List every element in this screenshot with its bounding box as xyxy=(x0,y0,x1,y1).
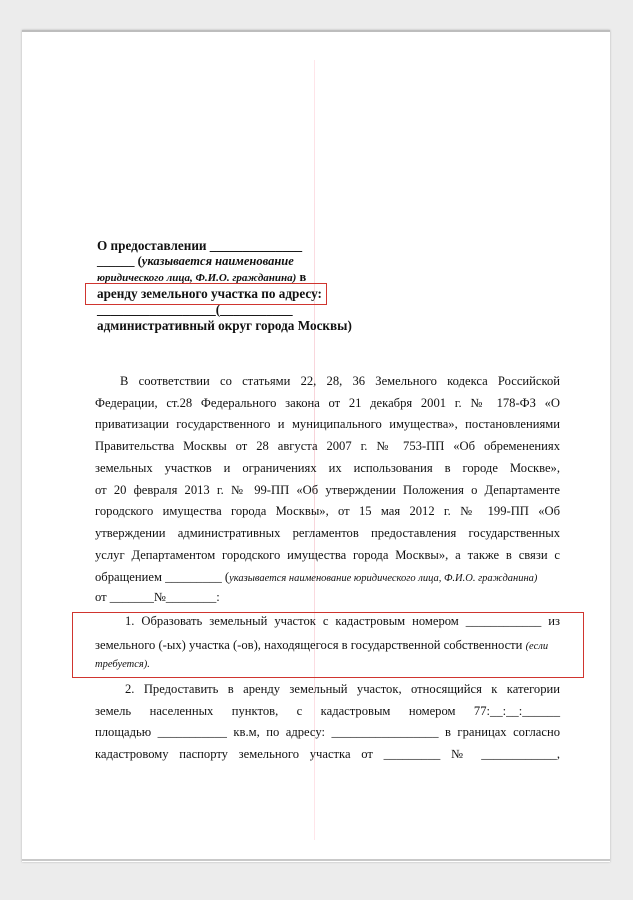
highlight-box-item-1 xyxy=(72,612,584,678)
heading-line-1: О предоставлении ______________ xyxy=(97,238,303,253)
paragraph-line: Правительства Москвы от 28 августа 2007 г. № 753-ПП «Об обременениях xyxy=(95,439,560,453)
appeal-italic-note: указывается наименование юридического лица, Ф.И.О. гражданина) xyxy=(229,573,538,584)
heading-line-2 xyxy=(97,254,294,269)
heading-line-6: административный округ города Москвы) xyxy=(97,318,352,333)
paragraph-line: утверждении административных регламентов предоставления государственных xyxy=(95,526,560,540)
heading-italic-note-2: юридического лица, Ф.И.О. гражданина) xyxy=(97,272,297,284)
paragraph-line: от 20 февраля 2013 г. № 99-ПП «Об утверждении Положения о Департаменте xyxy=(95,483,560,497)
heading-tail: в xyxy=(296,270,307,284)
paragraph-line: В соответствии со статьями 22, 28, 36 Земельного кодекса Российской xyxy=(120,374,560,388)
highlight-box-address xyxy=(85,283,327,305)
paragraph-line: Федерации, ст.28 Федерального закона от 21 декабря 2001 г. № 178-ФЗ «О xyxy=(95,396,560,410)
paragraph-line: городского имущества города Москвы», от 15 мая 2012 г. № 199-ПП «Об xyxy=(95,504,560,518)
paragraph-line-date: от _______№________: xyxy=(95,590,220,604)
heading-line-4: аренду земельного участка по адресу: xyxy=(97,286,322,301)
item-1-line-1: 1. Образовать земельный участок с кадастровым номером ____________ из xyxy=(125,614,560,628)
item-1-italic-note: (если xyxy=(525,641,549,652)
paragraph-line-appeal xyxy=(95,570,537,585)
item-2-line-2: земель населенных пунктов, с кадастровым номером 77:__:__:______ xyxy=(95,704,560,718)
paragraph-line: приватизации государственного и муниципального имущества», постановлениями xyxy=(95,417,560,431)
item-2-line-3: площадью ___________ кв.м, по адресу: _________________ в границах согласно xyxy=(95,725,560,739)
item-2-line-1: 2. Предоставить в аренду земельный участок, относящийся к категории xyxy=(125,682,560,696)
heading-blank: ______ ( xyxy=(97,254,142,268)
appeal-text: обращением _________ ( xyxy=(95,570,230,584)
item-1-line-3: требуется). xyxy=(95,659,150,670)
paragraph-line: земельных участков и ограничениях их использования в городе Москве», xyxy=(95,461,560,475)
heading-italic-note: указывается наименование xyxy=(141,254,294,268)
item-1-text: земельного (-ых) участка (-ов), находящегося в государственной собственности xyxy=(95,638,523,652)
heading-line-5: __________________(___________ xyxy=(97,302,293,317)
paragraph-line: услуг Департаментом городского имущества города Москвы», а также в связи с xyxy=(95,548,560,562)
item-2-line-4: кадастровому паспорту земельного участка от _________ № ____________, xyxy=(95,747,560,761)
